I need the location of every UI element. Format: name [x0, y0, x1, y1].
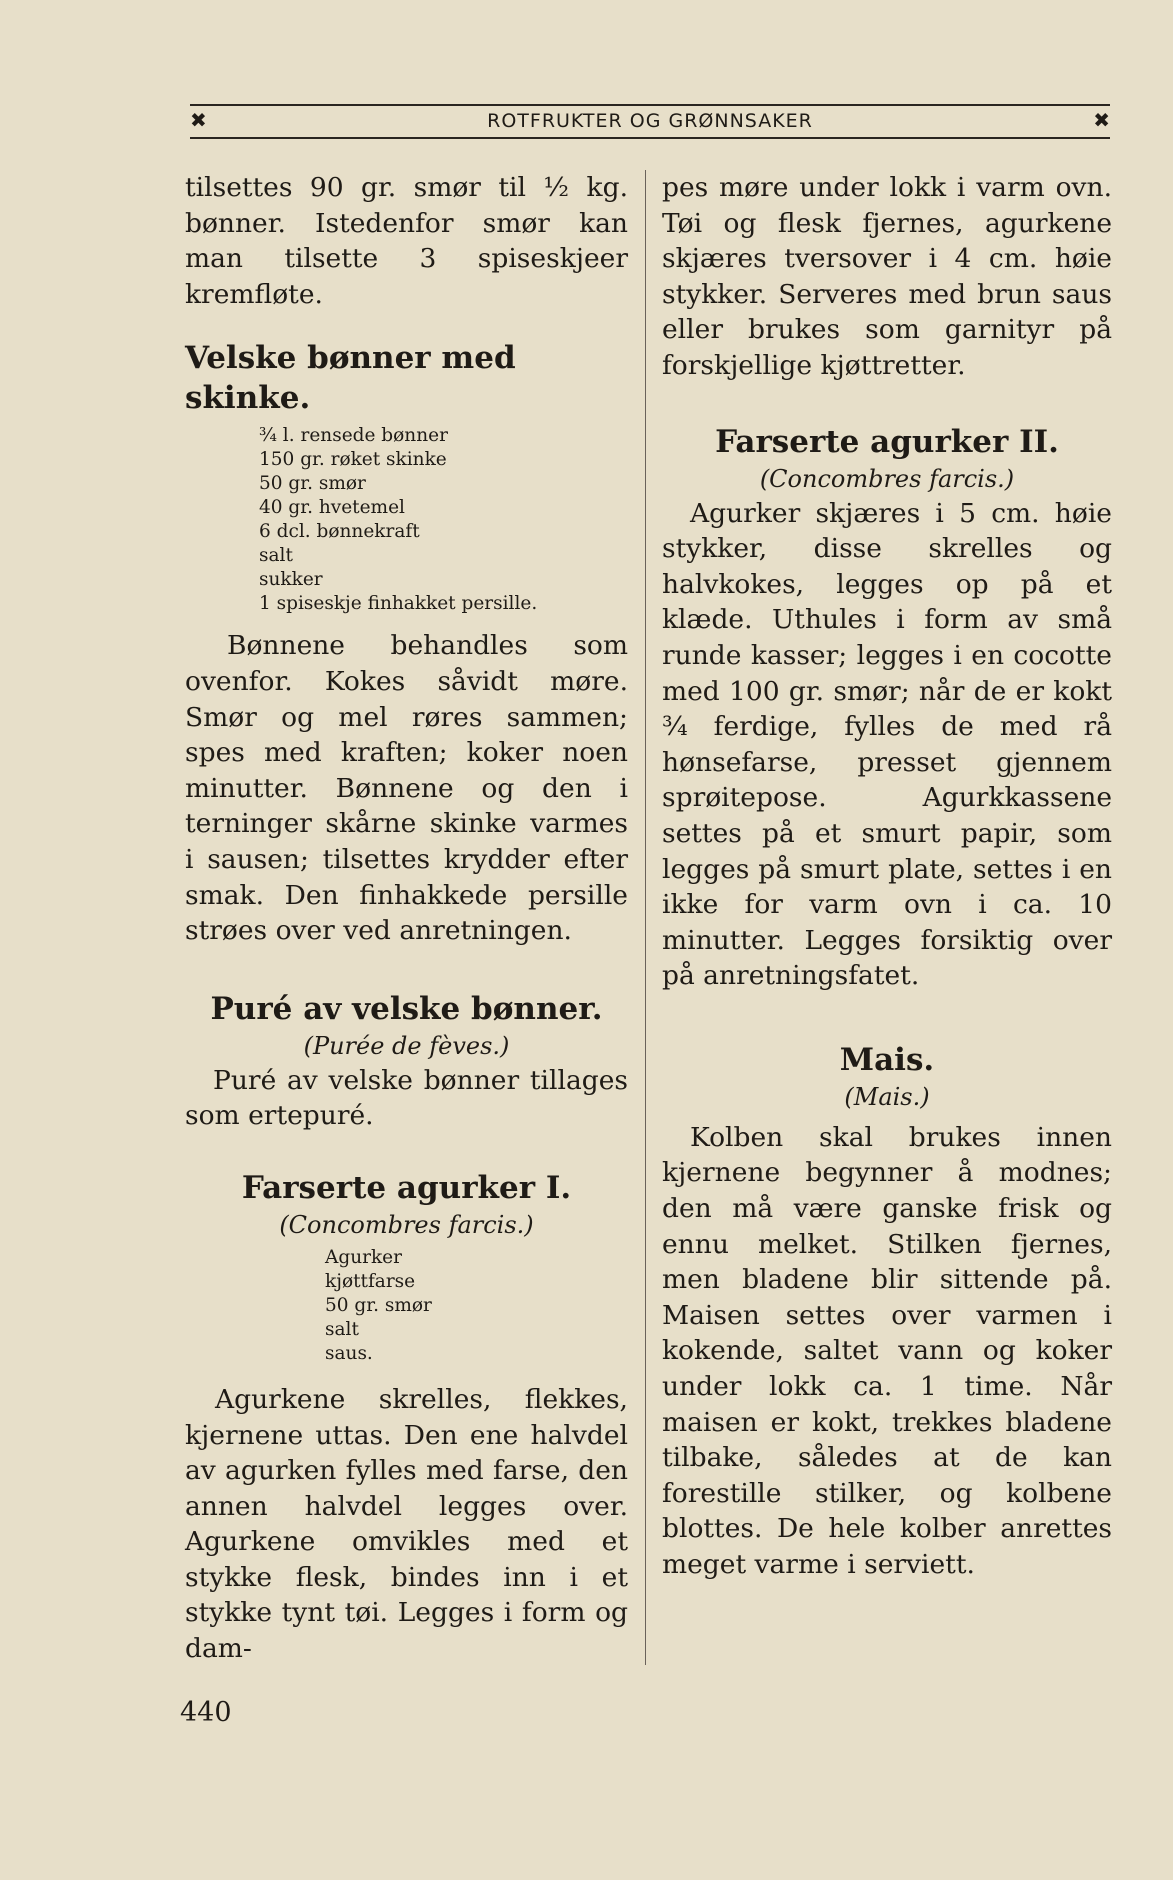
ingredient-item: 50 gr. smør — [325, 1294, 432, 1316]
paragraph-velske: Bønnene behandles som ovenfor. Kokes såvidt møre. Smør og mel røres sammen; spes med kraften; koker noen minutter. Bønnene og den i terninger skårne skinke varmes i sausen; tilsettes krydder efter smak. Den finhakkede persille strøes over ved anretningen. — [185, 630, 628, 947]
ingredient-item: ¾ l. rensede bønner — [259, 425, 448, 447]
ingredient-item: salt — [325, 1318, 359, 1340]
ingredient-list-farserte-agurker-1 — [325, 1246, 628, 1366]
page-number: 440 — [180, 1697, 232, 1728]
paragraph-continuation: tilsettes 90 gr. smør til ½ kg. bønner. Istedenfor smør kan man tilsette 3 spiseskjeer kremfløte. — [185, 172, 628, 310]
header-top-rule — [190, 104, 1110, 106]
ingredient-item: sukker — [259, 569, 323, 591]
subtitle-puree-de-feves: (Purée de fèves.) — [303, 1031, 510, 1060]
ingredient-item: 40 gr. hvetemel — [259, 497, 405, 519]
heading-velske-bonner-med-skinke: Velske bønner med skinke. — [185, 340, 516, 417]
ingredient-item: saus. — [325, 1342, 373, 1364]
ingredient-item: 150 gr. røket skinke — [259, 449, 447, 471]
ingredient-item: salt — [259, 545, 293, 567]
heading-farserte-agurker-2: Farserte agurker II. — [715, 423, 1059, 460]
running-head-title: ROTFRUKTER OG GRØNNSAKER — [487, 110, 813, 132]
subtitle-concombres-farcis-1: (Concombres farcis.) — [279, 1210, 534, 1239]
heading-pure-av-velske-bonner: Puré av velske bønner. — [210, 990, 603, 1027]
heading-mais: Mais. — [839, 1041, 935, 1078]
ingredient-item: 50 gr. smør — [259, 473, 366, 495]
ingredient-item: Agurker — [325, 1246, 402, 1268]
ingredient-item: 6 dcl. bønnekraft — [259, 521, 420, 543]
header-bottom-rule — [190, 137, 1110, 139]
subtitle-mais: (Mais.) — [844, 1082, 930, 1111]
column-divider — [645, 170, 646, 1665]
paragraph-farserte-agurker-1: Agurkene skrelles, flekkes, kjernene uttas. Den ene halvdel av agurken fylles med farse, den annen halvdel legges over. Agurkene omvikles med et stykke flesk, bindes inn i et stykke tynt tøi. Legges i form og dam- — [185, 1383, 628, 1665]
paragraph-continuation-right: pes møre under lokk i varm ovn. Tøi og flesk fjernes, agurkene skjæres tversover i 4 cm. høie stykker. Serveres med brun saus eller brukes som garnityr på forskjellige kjøttretter. — [662, 172, 1112, 381]
running-header — [190, 108, 1110, 138]
ingredient-item: kjøttfarse — [325, 1270, 416, 1292]
subtitle-concombres-farcis-2: (Concombres farcis.) — [759, 464, 1015, 493]
paragraph-farserte-agurker-2: Agurker skjæres i 5 cm. høie stykker, disse skrelles og halvkokes, legges op på et klæde. Uthules i form av små runde kasser; legges i en cocotte med 100 gr. smør; når de er kokt ¾ ferdige, fylles de med rå hønsefarse, presset gjennem sprøitepose. Agurkkassene settes på et smurt papir, som legges på smurt plate, settes i en ikke for varm ovn i ca. 10 minutter. Legges forsiktig over på anretningsfatet. — [662, 497, 1112, 992]
paragraph-pure: Puré av velske bønner tillages som ertepuré. — [185, 1064, 628, 1132]
heading-farserte-agurker-1: Farserte agurker I. — [241, 1169, 572, 1206]
ingredient-list-velske — [259, 424, 628, 616]
paragraph-mais: Kolben skal brukes innen kjernene begynner å modnes; den må være ganske frisk og ennu melket. Stilken fjernes, men bladene blir sittende på. Maisen settes over varmen i kokende, saltet vann og koker under lokk ca. 1 time. Når maisen er kokt, trekkes bladene tilbake, således at de kan forestille stilker, og kolbene blottes. De hele kolber anrettes meget varme i serviett. — [662, 1121, 1112, 1580]
header-ornament-left: ✖ — [190, 108, 207, 132]
header-ornament-right: ✖ — [1093, 108, 1110, 132]
right-column — [662, 170, 1112, 1583]
ingredient-item: 1 spiseskje finhakket persille. — [259, 593, 538, 615]
left-column — [185, 170, 628, 1667]
